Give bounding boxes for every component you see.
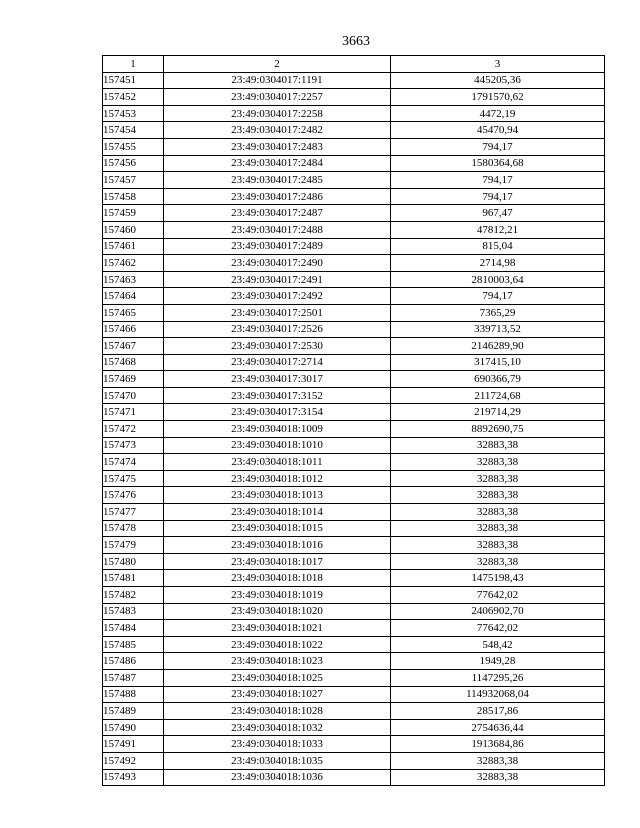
- table-row: [103, 520, 605, 537]
- table-row: [103, 437, 605, 454]
- row-number-cell: 157457: [103, 172, 164, 189]
- table-row: [103, 504, 605, 521]
- table-row: [103, 221, 605, 238]
- cadastral-value-cell: 32883,38: [391, 769, 605, 786]
- cadastral-value-cell: 2406902,70: [391, 603, 605, 620]
- table-row: [103, 404, 605, 421]
- table-row: [103, 620, 605, 637]
- row-number-cell: 157488: [103, 686, 164, 703]
- row-number-cell: 157485: [103, 636, 164, 653]
- cadastral-value-cell: 548,42: [391, 636, 605, 653]
- table-row: [103, 354, 605, 371]
- cadastral-value-cell: 967,47: [391, 205, 605, 222]
- cadastral-number-cell: 23:49:0304017:2714: [164, 354, 391, 371]
- row-number-cell: 157473: [103, 437, 164, 454]
- cadastral-number-cell: 23:49:0304017:3152: [164, 387, 391, 404]
- cadastral-value-cell: 794,17: [391, 288, 605, 305]
- cadastral-value-cell: 1791570,62: [391, 89, 605, 106]
- cadastral-value-cell: 32883,38: [391, 553, 605, 570]
- cadastral-number-cell: 23:49:0304017:2492: [164, 288, 391, 305]
- row-number-cell: 157459: [103, 205, 164, 222]
- cadastral-value-cell: 4472,19: [391, 105, 605, 122]
- row-number-cell: 157483: [103, 603, 164, 620]
- row-number-cell: 157467: [103, 338, 164, 355]
- table-row: [103, 421, 605, 438]
- cadastral-number-cell: 23:49:0304018:1013: [164, 487, 391, 504]
- column-header-3: 3: [391, 56, 605, 73]
- row-number-cell: 157454: [103, 122, 164, 139]
- cadastral-number-cell: 23:49:0304018:1032: [164, 719, 391, 736]
- table-row: [103, 454, 605, 471]
- table-row: [103, 122, 605, 139]
- table-row: [103, 636, 605, 653]
- cadastral-value-cell: 339713,52: [391, 321, 605, 338]
- table-row: [103, 686, 605, 703]
- table-row: [103, 304, 605, 321]
- cadastral-number-cell: 23:49:0304018:1009: [164, 421, 391, 438]
- cadastral-number-cell: 23:49:0304018:1023: [164, 653, 391, 670]
- row-number-cell: 157474: [103, 454, 164, 471]
- cadastral-value-cell: 211724,68: [391, 387, 605, 404]
- page-number: 3663: [342, 34, 370, 49]
- table-header-row: [103, 56, 605, 73]
- row-number-cell: 157452: [103, 89, 164, 106]
- cadastral-number-cell: 23:49:0304017:2488: [164, 221, 391, 238]
- table-row: [103, 769, 605, 786]
- row-number-cell: 157471: [103, 404, 164, 421]
- row-number-cell: 157463: [103, 271, 164, 288]
- cadastral-value-cell: 114932068,04: [391, 686, 605, 703]
- cadastral-number-cell: 23:49:0304018:1036: [164, 769, 391, 786]
- cadastral-value-cell: 32883,38: [391, 752, 605, 769]
- row-number-cell: 157481: [103, 570, 164, 587]
- cadastral-number-cell: 23:49:0304018:1015: [164, 520, 391, 537]
- cadastral-value-cell: 445205,36: [391, 72, 605, 89]
- row-number-cell: 157465: [103, 304, 164, 321]
- cadastral-number-cell: 23:49:0304018:1033: [164, 736, 391, 753]
- cadastral-number-cell: 23:49:0304017:2482: [164, 122, 391, 139]
- row-number-cell: 157477: [103, 504, 164, 521]
- cadastral-number-cell: 23:49:0304017:2526: [164, 321, 391, 338]
- row-number-cell: 157461: [103, 238, 164, 255]
- cadastral-value-cell: 1475198,43: [391, 570, 605, 587]
- cadastral-number-cell: 23:49:0304018:1010: [164, 437, 391, 454]
- cadastral-value-cell: 2146289,90: [391, 338, 605, 355]
- row-number-cell: 157487: [103, 669, 164, 686]
- row-number-cell: 157492: [103, 752, 164, 769]
- cadastral-number-cell: 23:49:0304017:2484: [164, 155, 391, 172]
- cadastral-value-cell: 28517,86: [391, 703, 605, 720]
- cadastral-value-cell: 794,17: [391, 188, 605, 205]
- cadastral-value-cell: 2754636,44: [391, 719, 605, 736]
- table-row: [103, 155, 605, 172]
- row-number-cell: 157470: [103, 387, 164, 404]
- cadastral-number-cell: 23:49:0304017:2258: [164, 105, 391, 122]
- table-row: [103, 321, 605, 338]
- row-number-cell: 157458: [103, 188, 164, 205]
- cadastral-number-cell: 23:49:0304017:2490: [164, 255, 391, 272]
- cadastral-number-cell: 23:49:0304017:1191: [164, 72, 391, 89]
- cadastral-value-cell: 815,04: [391, 238, 605, 255]
- row-number-cell: 157453: [103, 105, 164, 122]
- table-row: [103, 603, 605, 620]
- cadastral-value-cell: 7365,29: [391, 304, 605, 321]
- cadastral-number-cell: 23:49:0304018:1011: [164, 454, 391, 471]
- table-row: [103, 172, 605, 189]
- row-number-cell: 157490: [103, 719, 164, 736]
- table-row: [103, 553, 605, 570]
- cadastral-number-cell: 23:49:0304018:1014: [164, 504, 391, 521]
- cadastral-number-cell: 23:49:0304017:2485: [164, 172, 391, 189]
- table-row: [103, 719, 605, 736]
- cadastral-number-cell: 23:49:0304018:1022: [164, 636, 391, 653]
- cadastral-value-cell: 1913684,86: [391, 736, 605, 753]
- cadastral-value-cell: 32883,38: [391, 470, 605, 487]
- table-row: [103, 238, 605, 255]
- cadastral-number-cell: 23:49:0304017:2530: [164, 338, 391, 355]
- row-number-cell: 157489: [103, 703, 164, 720]
- table-row: [103, 669, 605, 686]
- cadastral-value-cell: 32883,38: [391, 520, 605, 537]
- cadastral-value-cell: 1580364,68: [391, 155, 605, 172]
- cadastral-value-cell: 77642,02: [391, 587, 605, 604]
- cadastral-value-cell: 32883,38: [391, 487, 605, 504]
- row-number-cell: 157475: [103, 470, 164, 487]
- column-header-1: 1: [103, 56, 164, 73]
- cadastral-number-cell: 23:49:0304018:1021: [164, 620, 391, 637]
- table-row: [103, 255, 605, 272]
- row-number-cell: 157480: [103, 553, 164, 570]
- table-row: [103, 587, 605, 604]
- table-row: [103, 470, 605, 487]
- row-number-cell: 157486: [103, 653, 164, 670]
- cadastral-number-cell: 23:49:0304017:2501: [164, 304, 391, 321]
- cadastral-value-cell: 317415,10: [391, 354, 605, 371]
- table-row: [103, 487, 605, 504]
- cadastral-number-cell: 23:49:0304017:2486: [164, 188, 391, 205]
- row-number-cell: 157456: [103, 155, 164, 172]
- row-number-cell: 157462: [103, 255, 164, 272]
- table-row: [103, 205, 605, 222]
- table-row: [103, 188, 605, 205]
- cadastral-value-table: [102, 55, 605, 786]
- row-number-cell: 157482: [103, 587, 164, 604]
- cadastral-number-cell: 23:49:0304018:1019: [164, 587, 391, 604]
- cadastral-number-cell: 23:49:0304018:1025: [164, 669, 391, 686]
- cadastral-number-cell: 23:49:0304017:3154: [164, 404, 391, 421]
- cadastral-number-cell: 23:49:0304018:1017: [164, 553, 391, 570]
- cadastral-number-cell: 23:49:0304018:1018: [164, 570, 391, 587]
- row-number-cell: 157479: [103, 537, 164, 554]
- cadastral-value-cell: 32883,38: [391, 437, 605, 454]
- cadastral-number-cell: 23:49:0304017:2483: [164, 138, 391, 155]
- row-number-cell: 157493: [103, 769, 164, 786]
- column-header-2: 2: [164, 56, 391, 73]
- cadastral-value-cell: 219714,29: [391, 404, 605, 421]
- table-body: [103, 72, 605, 786]
- table-row: [103, 653, 605, 670]
- cadastral-value-cell: 794,17: [391, 138, 605, 155]
- row-number-cell: 157466: [103, 321, 164, 338]
- row-number-cell: 157478: [103, 520, 164, 537]
- cadastral-value-cell: 1147295,26: [391, 669, 605, 686]
- cadastral-number-cell: 23:49:0304017:2491: [164, 271, 391, 288]
- row-number-cell: 157472: [103, 421, 164, 438]
- row-number-cell: 157468: [103, 354, 164, 371]
- row-number-cell: 157491: [103, 736, 164, 753]
- table-row: [103, 105, 605, 122]
- cadastral-number-cell: 23:49:0304017:2487: [164, 205, 391, 222]
- table-row: [103, 703, 605, 720]
- cadastral-value-cell: 32883,38: [391, 454, 605, 471]
- cadastral-value-cell: 794,17: [391, 172, 605, 189]
- cadastral-number-cell: 23:49:0304018:1012: [164, 470, 391, 487]
- table-row: [103, 570, 605, 587]
- table-row: [103, 89, 605, 106]
- cadastral-number-cell: 23:49:0304018:1027: [164, 686, 391, 703]
- table-row: [103, 736, 605, 753]
- table-row: [103, 288, 605, 305]
- cadastral-number-cell: 23:49:0304017:2489: [164, 238, 391, 255]
- table-row: [103, 138, 605, 155]
- table-row: [103, 537, 605, 554]
- cadastral-value-cell: 77642,02: [391, 620, 605, 637]
- cadastral-value-cell: 1949,28: [391, 653, 605, 670]
- table-row: [103, 338, 605, 355]
- cadastral-number-cell: 23:49:0304018:1016: [164, 537, 391, 554]
- cadastral-number-cell: 23:49:0304018:1028: [164, 703, 391, 720]
- table-row: [103, 752, 605, 769]
- cadastral-value-cell: 8892690,75: [391, 421, 605, 438]
- cadastral-value-cell: 2810003,64: [391, 271, 605, 288]
- cadastral-value-cell: 690366,79: [391, 371, 605, 388]
- cadastral-value-cell: 32883,38: [391, 537, 605, 554]
- table-row: [103, 387, 605, 404]
- cadastral-number-cell: 23:49:0304018:1020: [164, 603, 391, 620]
- cadastral-value-cell: 47812,21: [391, 221, 605, 238]
- row-number-cell: 157460: [103, 221, 164, 238]
- row-number-cell: 157464: [103, 288, 164, 305]
- row-number-cell: 157455: [103, 138, 164, 155]
- cadastral-value-cell: 45470,94: [391, 122, 605, 139]
- cadastral-number-cell: 23:49:0304018:1035: [164, 752, 391, 769]
- cadastral-value-cell: 32883,38: [391, 504, 605, 521]
- table-row: [103, 371, 605, 388]
- row-number-cell: 157484: [103, 620, 164, 637]
- cadastral-number-cell: 23:49:0304017:3017: [164, 371, 391, 388]
- cadastral-value-cell: 2714,98: [391, 255, 605, 272]
- cadastral-number-cell: 23:49:0304017:2257: [164, 89, 391, 106]
- row-number-cell: 157451: [103, 72, 164, 89]
- table-row: [103, 72, 605, 89]
- row-number-cell: 157476: [103, 487, 164, 504]
- table-row: [103, 271, 605, 288]
- row-number-cell: 157469: [103, 371, 164, 388]
